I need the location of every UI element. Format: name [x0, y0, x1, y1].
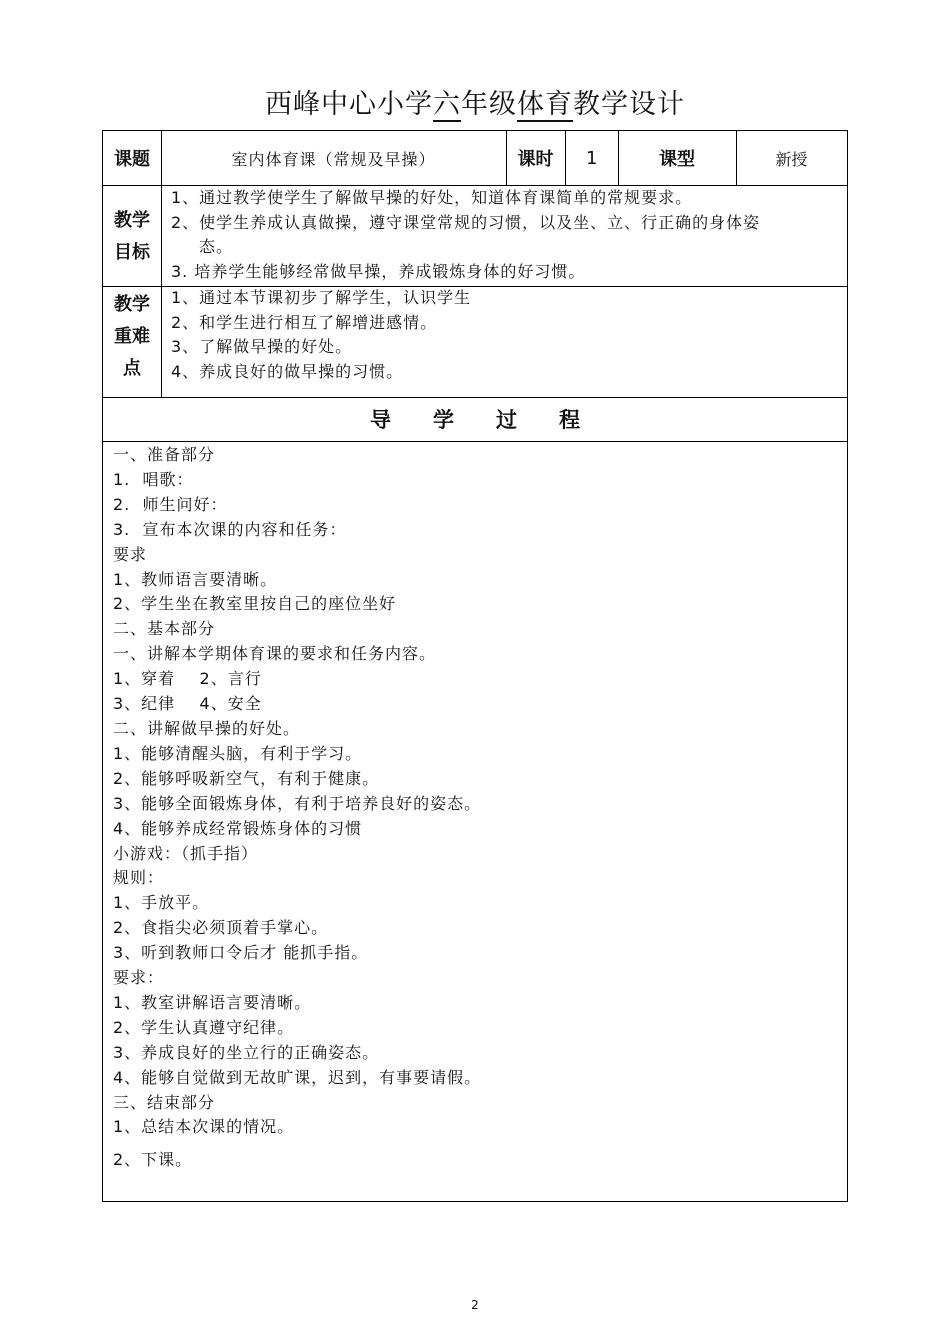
process-line: 1. 唱歌： — [113, 469, 194, 489]
process-line: 2. 师生问好： — [113, 494, 228, 514]
process-line: 1、穿着 2、言行 — [113, 669, 262, 689]
process-line: 二、讲解做早操的好处。 — [113, 718, 301, 738]
topic-value: 室内体育课（常规及早操） — [231, 149, 436, 169]
process-line: 3、听到教师口令后才 能抓手指。 — [113, 943, 369, 963]
key-points-label — [103, 289, 161, 385]
key-points-label-line: 教学 — [114, 294, 150, 315]
type-value: 新授 — [775, 149, 808, 169]
process-line: 2、学生坐在教室里按自己的座位坐好 — [113, 594, 397, 614]
process-line: 小游戏：（抓手指） — [113, 843, 259, 863]
title-grade: 六 — [433, 89, 461, 120]
title-school: 西峰中心小学 — [265, 89, 433, 120]
process-line: 规则： — [113, 868, 165, 888]
process-line: 4、能够养成经常锻炼身体的习惯 — [113, 818, 363, 838]
process-heading: 导 学 过 程 — [370, 408, 580, 432]
key-point-item: 3、了解做早操的好处。 — [171, 337, 353, 356]
objective-item: 2、使学生养成认真做操，遵守课堂常规的习惯，以及坐、立、行正确的身体姿 — [171, 212, 761, 232]
document-title — [0, 82, 950, 121]
objectives-label — [103, 205, 161, 269]
objectives-label-line: 目标 — [114, 242, 150, 263]
page-number: 2 — [471, 1298, 479, 1312]
process-line: 要求： — [113, 968, 165, 988]
title-grade-suffix: 年级 — [461, 89, 517, 120]
type-label: 课型 — [659, 149, 695, 170]
process-line: 4、能够自觉做到无故旷课，迟到，有事要请假。 — [113, 1067, 482, 1087]
process-line: 3. 宣布本次课的内容和任务： — [113, 519, 347, 539]
objective-item-continued: 态。 — [199, 237, 234, 256]
objective-item: 3. 培养学生能够经常做早操，养成锻炼身体的好习惯。 — [171, 261, 586, 281]
objective-item: 1、通过教学使学生了解做早操的好处，知道体育课简单的常规要求。 — [171, 188, 693, 207]
process-line: 1、能够清醒头脑，有利于学习。 — [113, 743, 363, 763]
hours-label: 课时 — [517, 149, 554, 170]
process-line: 要求 — [113, 544, 148, 564]
process-line: 2、食指尖必须顶着手掌心。 — [113, 918, 329, 938]
process-line: 1、总结本次课的情况。 — [113, 1117, 295, 1137]
topic-label: 课题 — [114, 149, 150, 170]
key-point-item: 2、和学生进行相互了解增进感情。 — [171, 312, 438, 332]
process-line: 一、讲解本学期体育课的要求和任务内容。 — [113, 644, 437, 664]
process-line: 3、养成良好的坐立行的正确姿态。 — [113, 1042, 380, 1062]
process-line: 三、结束部分 — [113, 1092, 216, 1112]
key-point-item: 1、通过本节课初步了解学生，认识学生 — [171, 288, 472, 307]
title-suffix: 教学设计 — [573, 89, 685, 120]
objectives-label-line: 教学 — [114, 210, 150, 231]
key-points-list — [171, 286, 471, 384]
title-subject: 体育 — [517, 89, 573, 120]
process-line: 1、教师语言要清晰。 — [113, 569, 278, 589]
process-line: 1、教室讲解语言要清晰。 — [113, 992, 312, 1012]
process-line: 1、手放平。 — [113, 893, 210, 913]
key-point-item: 4、养成良好的做早操的习惯。 — [171, 361, 404, 381]
process-line: 一、准备部分 — [113, 445, 216, 464]
process-line: 3、纪律 4、安全 — [113, 694, 262, 714]
key-points-label-line: 点 — [123, 358, 141, 379]
process-content — [113, 443, 481, 1173]
key-points-label-line: 重难 — [114, 326, 150, 347]
process-line: 2、下课。 — [113, 1150, 193, 1170]
process-line: 3、能够全面锻炼身体，有利于培养良好的姿态。 — [113, 793, 482, 813]
lesson-plan-table — [102, 130, 848, 1202]
hours-value: 1 — [586, 147, 598, 169]
process-line: 二、基本部分 — [113, 619, 216, 639]
objectives-list — [171, 186, 760, 284]
process-line: 2、能够呼吸新空气，有利于健康。 — [113, 768, 380, 788]
process-line: 2、学生认真遵守纪律。 — [113, 1017, 295, 1037]
row-divider — [103, 441, 847, 442]
